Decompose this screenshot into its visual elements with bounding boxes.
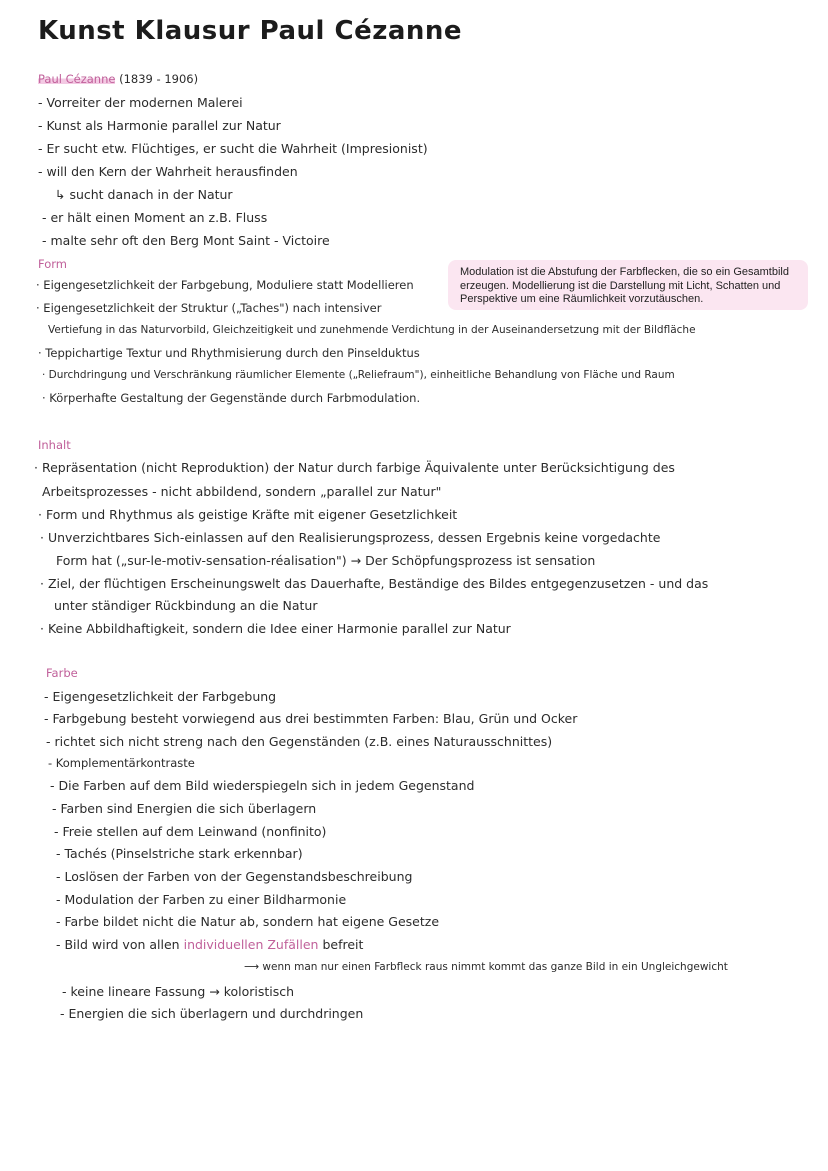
intro-line: - Vorreiter der modernen Malerei: [38, 95, 243, 110]
inhalt-line: Form hat („sur-le-motiv-sensation-réalisation") → Der Schöpfungsprozess ist sensation: [56, 553, 596, 568]
farbe-line: - Farben sind Energien die sich überlagern: [52, 801, 317, 816]
page-title: Kunst Klausur Paul Cézanne: [38, 16, 463, 46]
callout-text: Modulation ist die Abstufung der Farbflecken, die so ein Gesamtbild erzeugen. Modellierung ist die Darstellung mit Licht, Schatten und Perspektive um eine Räumlichkeit vorzutäuschen.: [460, 266, 789, 305]
intro-line: - malte sehr oft den Berg Mont Saint - Victoire: [42, 233, 330, 248]
farbe-line: - Tachés (Pinselstriche stark erkennbar): [56, 846, 303, 861]
artist-name: Paul Cézanne: [38, 72, 116, 86]
section-heading-farbe: Farbe: [46, 666, 78, 680]
farbe-line: - Farbe bildet nicht die Natur ab, sondern hat eigene Gesetze: [56, 914, 440, 929]
intro-line: ↳ sucht danach in der Natur: [55, 187, 233, 202]
inhalt-line: · Form und Rhythmus als geistige Kräfte mit eigener Gesetzlichkeit: [38, 507, 458, 522]
section-heading-inhalt: Inhalt: [38, 438, 71, 452]
farbe-line: - Modulation der Farben zu einer Bildharmonie: [56, 892, 347, 907]
section-heading-form: Form: [38, 257, 67, 271]
modulation-callout: [448, 260, 808, 310]
form-line: · Eigengesetzlichkeit der Struktur („Taches") nach intensiver: [36, 301, 382, 315]
farbe-arrow-note: ⟶ wenn man nur einen Farbfleck raus nimmt kommt das ganze Bild in ein Ungleichgewicht: [244, 961, 728, 973]
zufall-highlight: individuellen Zufällen: [183, 937, 319, 952]
inhalt-line: · Ziel, der flüchtigen Erscheinungswelt das Dauerhafte, Beständige des Bildes entgegenzusetzen - und das: [40, 576, 709, 591]
inhalt-line: · Unverzichtbares Sich-einlassen auf den Realisierungsprozess, dessen Ergebnis keine vorgedachte: [40, 530, 661, 545]
zufall-suffix: befreit: [322, 937, 364, 952]
form-line: · Teppichartige Textur und Rhythmisierung durch den Pinselduktus: [38, 346, 420, 360]
artist-years: (1839 - 1906): [119, 72, 199, 86]
form-line: · Durchdringung und Verschränkung räumlicher Elemente („Reliefraum"), einheitliche Behandlung von Fläche und Raum: [42, 369, 675, 381]
intro-header: [38, 72, 198, 86]
farbe-line: - Eigengesetzlichkeit der Farbgebung: [44, 689, 277, 704]
form-line: Vertiefung in das Naturvorbild, Gleichzeitigkeit und zunehmende Verdichtung in der Auseinandersetzung mit der Bildfläche: [48, 324, 696, 336]
intro-line: - Er sucht etw. Flüchtiges, er sucht die Wahrheit (Impresionist): [38, 141, 428, 156]
farbe-line: - Loslösen der Farben von der Gegenstandsbeschreibung: [56, 869, 413, 884]
zufall-prefix: - Bild wird von allen: [56, 937, 180, 952]
inhalt-line: · Repräsentation (nicht Reproduktion) der Natur durch farbige Äquivalente unter Berücksichtigung des: [34, 460, 675, 475]
farbe-line: - Farbgebung besteht vorwiegend aus drei bestimmten Farben: Blau, Grün und Ocker: [44, 711, 578, 726]
intro-line: - Kunst als Harmonie parallel zur Natur: [38, 118, 281, 133]
inhalt-line: · Keine Abbildhaftigkeit, sondern die Idee einer Harmonie parallel zur Natur: [40, 621, 511, 636]
form-line: · Eigengesetzlichkeit der Farbgebung, Moduliere statt Modellieren: [36, 278, 414, 292]
farbe-line: - richtet sich nicht streng nach den Gegenständen (z.B. eines Naturausschnittes): [46, 734, 553, 749]
farbe-line: - Die Farben auf dem Bild wiederspiegeln sich in jedem Gegenstand: [50, 778, 475, 793]
inhalt-line: Arbeitsprozesses - nicht abbildend, sondern „parallel zur Natur": [42, 484, 442, 499]
farbe-line: - Freie stellen auf dem Leinwand (nonfinito): [54, 824, 327, 839]
intro-line: - er hält einen Moment an z.B. Fluss: [42, 210, 268, 225]
inhalt-line: unter ständiger Rückbindung an die Natur: [54, 598, 318, 613]
farbe-zufall-line: [56, 937, 363, 952]
intro-line: - will den Kern der Wahrheit herausfinden: [38, 164, 298, 179]
farbe-line: - Komplementärkontraste: [48, 756, 195, 770]
farbe-line: - Energien die sich überlagern und durchdringen: [60, 1006, 364, 1021]
farbe-line: - keine lineare Fassung → koloristisch: [62, 984, 295, 999]
form-line: · Körperhafte Gestaltung der Gegenstände durch Farbmodulation.: [42, 391, 421, 405]
